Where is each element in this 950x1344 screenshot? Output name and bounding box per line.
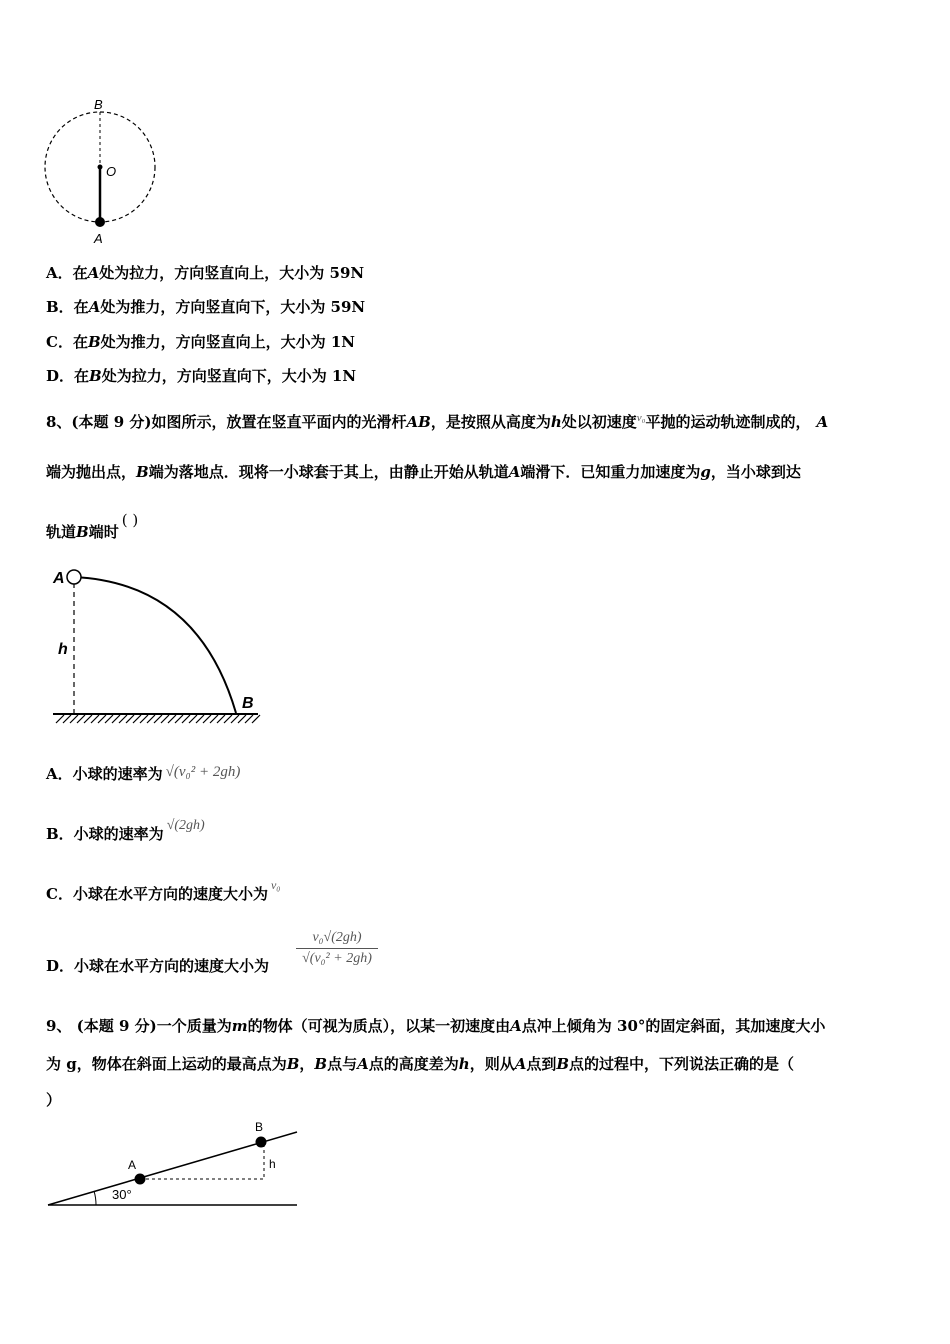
- option-text: A．小球的速率为: [46, 765, 163, 783]
- hatch-mark: [112, 715, 120, 723]
- q8-stem-line3: 轨道B端时( ): [46, 511, 139, 541]
- option-var: A: [88, 298, 101, 316]
- option-var: A: [87, 264, 100, 282]
- q7-option-c[interactable]: [46, 331, 355, 352]
- hatch-mark: [175, 715, 183, 723]
- q7-option-b[interactable]: [46, 296, 365, 317]
- label-angle: 30°: [112, 1187, 132, 1202]
- hatch-mark: [224, 715, 232, 723]
- ground-hatch: [56, 715, 260, 723]
- trajectory-curve: [74, 577, 236, 713]
- q8-option-b[interactable]: [46, 818, 205, 844]
- hatch-mark: [168, 715, 176, 723]
- option-text: 处为推力，方向竖直向下，大小为 59N: [100, 298, 366, 316]
- hatch-mark: [161, 715, 169, 723]
- angle-arc: [94, 1191, 96, 1205]
- hatch-mark: [140, 715, 148, 723]
- hatch-mark: [196, 715, 204, 723]
- q9-stem-line1: 9、 (本题 9 分)一个质量为m的物体（可视为质点），以某一初速度由A点冲上倾角为 30°的固定斜面，其加速度大小: [46, 1017, 826, 1035]
- option-text: C．小球在水平方向的速度大小为: [46, 885, 268, 903]
- ball-at-a: [67, 570, 81, 584]
- projectile-rod-figure: [48, 563, 263, 728]
- hatch-mark: [98, 715, 106, 723]
- hatch-mark: [217, 715, 225, 723]
- fraction-denominator: √(v₀² + 2gh): [302, 951, 372, 966]
- q8-option-a[interactable]: [46, 763, 240, 784]
- point-a: [135, 1174, 146, 1185]
- hatch-mark: [84, 715, 92, 723]
- label-b: B: [242, 695, 254, 712]
- option-text: 处为拉力，方向竖直向上，大小为 59N: [99, 264, 365, 282]
- hatch-mark: [105, 715, 113, 723]
- hatch-mark: [252, 715, 260, 723]
- option-formula: √(2gh): [166, 818, 205, 833]
- q9-stem-line3: ）: [46, 1091, 62, 1109]
- hatch-mark: [119, 715, 127, 723]
- q8-stem-line1: 8、(本题 9 分)如图所示，放置在竖直平面内的光滑杆AB，是按照从高度为h处以初速度$^{v_0}$平抛的运动轨迹制成的， A: [46, 412, 829, 431]
- hatch-mark: [210, 715, 218, 723]
- option-formula: v₀: [270, 878, 281, 892]
- hatch-mark: [154, 715, 162, 723]
- label-b: B: [94, 97, 103, 112]
- hatch-mark: [147, 715, 155, 723]
- option-prefix: D．在: [46, 367, 90, 385]
- option-var: B: [87, 333, 101, 351]
- option-text: D．小球在水平方向的速度大小为: [46, 957, 270, 975]
- circle-rod-figure: [40, 95, 165, 250]
- label-a: A: [53, 570, 65, 587]
- hatch-mark: [133, 715, 141, 723]
- hatch-mark: [63, 715, 71, 723]
- hatch-mark: [77, 715, 85, 723]
- option-prefix: A．在: [46, 264, 88, 282]
- option-text: 处为拉力，方向竖直向下，大小为 1N: [101, 367, 357, 385]
- q7-option-d[interactable]: [46, 365, 356, 386]
- fraction-numerator: v₀√(2gh): [312, 930, 362, 945]
- q9-stem-line2: 为 g，物体在斜面上运动的最高点为B，B点与A点的高度差为h，则从A点到B点的过程中，下列说法正确的是（: [46, 1055, 795, 1073]
- label-b: B: [255, 1120, 264, 1134]
- label-h: h: [269, 1157, 276, 1171]
- hatch-mark: [238, 715, 246, 723]
- hatch-mark: [56, 715, 64, 723]
- hatch-mark: [189, 715, 197, 723]
- hatch-mark: [70, 715, 78, 723]
- option-formula: √(v₀² + 2gh): [165, 764, 241, 780]
- incline-figure: [44, 1118, 304, 1213]
- option-var: B: [89, 367, 102, 385]
- label-h: h: [58, 641, 68, 658]
- q7-option-a[interactable]: [46, 262, 364, 283]
- option-text: B．小球的速率为: [46, 825, 164, 843]
- q8-option-c[interactable]: [46, 878, 281, 904]
- label-a: A: [94, 231, 103, 246]
- point-b: [256, 1137, 267, 1148]
- label-a: A: [128, 1158, 137, 1172]
- option-prefix: C．在: [46, 333, 88, 351]
- center-point-o: [98, 165, 103, 170]
- hatch-mark: [245, 715, 253, 723]
- hatch-mark: [203, 715, 211, 723]
- q8-stem-line2: 端为抛出点，B端为落地点．现将一小球套于其上，由静止开始从轨道A端滑下．已知重力加速度为g，当小球到达: [46, 463, 801, 481]
- option-prefix: B．在: [46, 298, 89, 316]
- q8-option-d-fraction: [296, 930, 378, 967]
- option-text: 处为推力，方向竖直向上，大小为 1N: [100, 333, 356, 351]
- ball-a: [95, 217, 105, 227]
- label-o: O: [106, 164, 117, 179]
- q8-option-d[interactable]: [46, 955, 269, 976]
- hatch-mark: [126, 715, 134, 723]
- hatch-mark: [91, 715, 99, 723]
- hatch-mark: [231, 715, 239, 723]
- hatch-mark: [182, 715, 190, 723]
